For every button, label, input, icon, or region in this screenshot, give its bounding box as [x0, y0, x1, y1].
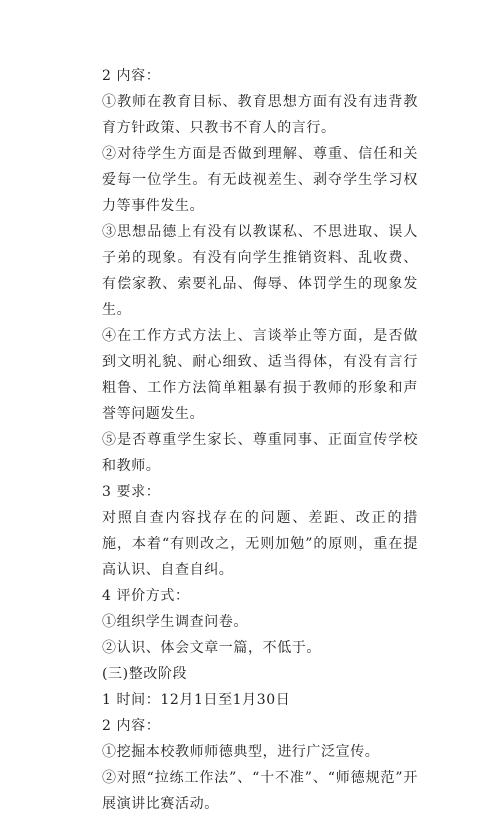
paragraph-evaluation-item-1: ①组织学生调查问卷。 — [102, 614, 248, 630]
document-body — [102, 63, 418, 817]
paragraph-item-1: ①教师在教育目标、教育思想方面有没有违背教育方针政策、只教书不育人的言行。 — [102, 94, 418, 136]
paragraph-requirements-text: 对照自查内容找存在的问题、差距、改正的措施，本着“有则改之，无则加勉”的原则，重在提高认识、自查自纠。 — [102, 510, 418, 578]
paragraph-item-3: ③思想品德上有没有以教谋私、不思进取、误人子弟的现象。有没有向学生推销资料、乱收费、有偿家教、索要礼品、侮辱、体罚学生的现象发生。 — [102, 224, 418, 318]
paragraph-rectify-item-2: ②对照“拉练工作法”、“十不准”、“师德规范”开展演讲比赛活动。 — [102, 770, 418, 812]
section-heading-rectification: (三)整改阶段 — [102, 666, 188, 682]
paragraph-rectify-item-1: ①挖掘本校教师师德典型，进行广泛宣传。 — [102, 744, 380, 760]
paragraph-requirements-heading: 3 要求： — [102, 484, 161, 500]
paragraph-content-heading: 2 内容： — [102, 68, 161, 84]
paragraph-item-5: ⑤是否尊重学生家长、尊重同事、正面宣传学校和教师。 — [102, 432, 418, 474]
paragraph-evaluation-heading: 4 评价方式： — [102, 588, 190, 604]
paragraph-evaluation-item-2: ②认识、体会文章一篇，不低于。 — [102, 640, 321, 656]
paragraph-time: 1 时间：12月1日至1月30日 — [102, 692, 291, 708]
paragraph-content-heading-2: 2 内容： — [102, 718, 161, 734]
paragraph-item-4: ④在工作方式方法上、言谈举止等方面，是否做到文明礼貌、耐心细致、适当得体，有没有言行粗鲁、工作方法简单粗暴有损于教师的形象和声誉等问题发生。 — [102, 328, 418, 422]
paragraph-item-2: ②对待学生方面是否做到理解、尊重、信任和关爱每一位学生。有无歧视差生、剥夺学生学习权力等事件发生。 — [102, 146, 418, 214]
